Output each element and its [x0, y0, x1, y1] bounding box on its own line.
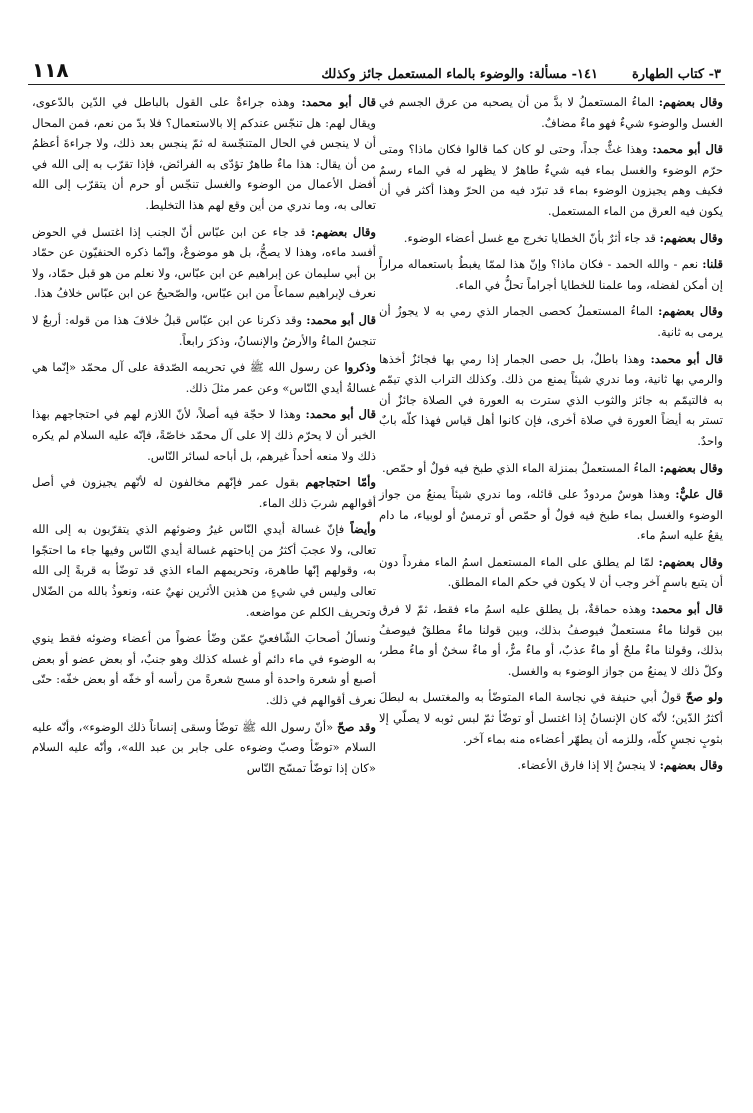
speaker-label: قال أبو محمد: [301, 95, 376, 109]
paragraph [32, 404, 376, 466]
page-header [32, 58, 721, 82]
paragraph [379, 301, 723, 342]
speaker-label: وأمّا احتجاجهم [305, 475, 376, 490]
speaker-label: قال عليٌّ: [675, 487, 723, 502]
speaker-label: ولو صحّ [685, 690, 723, 705]
paragraph-text: وهذه حماقةٌ، بل يطلق عليه اسمُ ماء فقط، ثمّ لا فرق بين قولنا ماءٌ مستعملٌ فيوصفُ بذلك، وبين قولنا ماءٌ مطلقٌ فيوصفُ بذلك، وقولنا ماءٌ ملحٌ أو ماءٌ عذبٌ، أو ماءٌ مرٌّ، أو ماءٌ سخنٌ أو ماءُ مطر، وكلّ ذلك لا يمنعُ من جواز الوضوء به والغسل. [379, 602, 723, 678]
paragraph-text: «أنّ رسول الله ﷺ توضّأ وسقى إنساناً ذلك الوضوء»، وأنّه عليه السلام «توضّأ وصبّ وضوءه على جابر بن عبد الله»، وأنّه عليه السلام «كان إذا توضّأ تمسّح النّاس [32, 719, 376, 775]
paragraph [32, 628, 376, 710]
paragraph [379, 254, 723, 295]
paragraph [379, 755, 723, 776]
paragraph-text: لا ينجسُ إلا إذا فارق الأعضاء. [517, 758, 660, 773]
paragraph-text: ونسألُ أصحابَ الشّافعيّ عمّن وضّأ عضواً من أعضاء وضوئه فقط ينوي به الوضوء في ماء دائم أو غسله كذلك وهو جنبٌ، أو بعض عضو أو بعض أصبع أو شعرة واحدة أو مسح شعرةً من رأسه أو خفّه أو بعض خفّه: حتّى نعرف أقوالهم في ذلك. [32, 631, 376, 708]
speaker-label: وقد صحّ [337, 719, 376, 734]
paragraph-text: نعم - والله الحمد - فكان ماذا؟ وإنّ هذا لممّا يغبطُ باستعماله مراراً إن أمكن لفضله، وما علمنا للخطايا أجراماً تحلُّ في الماء. [379, 257, 723, 292]
paragraph [32, 717, 376, 779]
right-column [379, 92, 723, 782]
paragraph-text: وهذا باطلٌ، بل حصى الجمار إذا رمي بها فجائزٌ أخذها والرمي بها ثانية، وما ندري شيئاً يمنع من ذلك. وكذلك التراب الذي تيمّم به فالتيمّم به جائز والثوب الذي سترت به العورة في الصلاة جائزٌ أن تستر به أيضاً العورة في صلاة أخرى، فإن كانوا أهل قياس فهذا كلّه بابٌ واحدٌ. [379, 351, 723, 448]
speaker-label: قال أبو محمد: [651, 602, 723, 617]
paragraph [379, 599, 723, 681]
paragraph-text: الماءُ المستعملُ بمنزلة الماء الذي طبخ فيه فولٌ أو حمّص. [382, 460, 660, 475]
speaker-label: وذكروا [344, 360, 376, 375]
paragraph-text: لمّا لم يطلق على الماء المستعمل اسمُ الماء مفرداً دون أن يتبع باسمٍ آخر وجب أن لا يكون في حكم الماء المطلق. [379, 554, 723, 590]
speaker-label: وقال بعضهم: [658, 304, 723, 319]
paragraph-text: فإنّ غسالة أيدي النّاس غيرُ وضوئهم الذي يتقرّبون به إلى الله تعالى، ولا عجبَ أكثرُ من إباحتهم غسالة أيدي النّاس وفيها جاء ما احتجّوا به، وقولهم إنّها طاهرة، وتحريمهم الماء الذي قد توضّأ به قربةً إلى الله تعالى وليس في شيءٍ من هذين الأثرين نهيٌ عنه، ونعوذُ بالله من الضّلال وتحريف الكلم عن مواضعه. [32, 522, 376, 619]
paragraph-text: وهذا لا حجّة فيه أصلاً، لأنّ اللازم لهم في احتجاجهم بهذا الخبر أن لا يحرّم ذلك إلا على آل محمّد خاصّةً، فإنّه عليه السلام لم يكره ذلك ولا منعه أحداً غيرهم، بل أباحه لسائر النّاس. [32, 407, 376, 463]
speaker-label: وقال بعضهم: [659, 758, 723, 773]
speaker-label: قال أبو محمد: [305, 407, 376, 422]
paragraph-text: الماءُ المستعملُ لا بدَّ من أن يصحبه من عرق الجسم في الغسل والوضوء شيءٌ فهو ماءٌ مضافٌ. [379, 95, 723, 130]
paragraph [379, 687, 723, 749]
left-column [32, 92, 376, 784]
speaker-label: قال أبو محمد: [306, 312, 376, 327]
paragraph-text: قد جاء عن ابن عبّاس أنّ الجنب إذا اغتسل في الحوض أفسد ماءه، وهذا لا يصحُّ، بل هو موضوعٌ، وإنّما ذكره الحنفيّون عن حمّاد بن أبي سليمان عن إبراهيم عن ابن عبّاس، ولا نعلم من هو قبل حمّاد، ولا نعرف لإبراهيم سماعاً من ابن عبّاس، والصّحيحُ عن ابن عبّاس خلافُ هذا. [32, 224, 376, 301]
speaker-label: وقال بعضهم: [658, 95, 723, 109]
speaker-label: وقال بعضهم: [311, 224, 376, 239]
paragraph [32, 519, 376, 622]
paragraph-text: وهذا غثٌّ جداً، وحتى لو كان كما قالوا فكان ماذا؟ ومتى حرّم الوضوء والغسل بماء فيه شيءٌ طاهرٌ لا يظهر له في الماء رسمٌ فكيف وهم يجيزون الوضوء بماء قد تبرّد فيه من الحرّ وهذا أكثر في أن يكون فيه العرق من الماء المستعمل. [379, 142, 723, 218]
paragraph-text: قولُ أبي حنيفة في نجاسة الماء المتوضّأ به والمغتسل به لبطلَ أكثرُ الدّين؛ لأنّه كان الإنسانُ إذا اغتسل أو توضّأ ثمّ لبس ثوبه لا يصلّي إلا بثوبٍ نجسٍ كلّه، وللزمه أن يطهّر أعضاءه منه بماء آخر. [379, 690, 723, 746]
speaker-label: وقال بعضهم: [658, 554, 723, 569]
paragraph-text: الماءُ المستعملُ كحصى الجمار الذي رمي به لا يجوزُ أن يرمى به ثانية. [379, 304, 723, 339]
paragraph [32, 92, 376, 216]
paragraph [32, 222, 376, 304]
paragraph [32, 310, 376, 351]
paragraph [379, 139, 723, 221]
paragraph [379, 349, 723, 452]
paragraph [32, 472, 376, 513]
header-rule [28, 84, 725, 85]
paragraph [379, 552, 723, 593]
paragraph [32, 357, 376, 398]
paragraph-text: بقول عمر فإنّهم مخالفون له لأنّهم يجيزون في أصل أقوالهم شربَ ذلك الماء. [32, 475, 376, 510]
paragraph [379, 484, 723, 546]
paragraph-text: عن رسول الله ﷺ في تحريمه الصّدقة على آل محمّد «إنّما هي غسالةُ أيدي النّاس» وعن عمر مثلَ ذلك. [32, 360, 376, 395]
chapter-title: ٣- كتاب الطهارة [631, 67, 721, 82]
paragraph-text: قد جاء أثرٌ بأنّ الخطايا تخرج مع غسل أعضاء الوضوء. [403, 230, 660, 245]
paragraph-text: وقد ذكرنا عن ابن عبّاس قبلُ خلافَ هذا من قوله: أربعٌ لا تنجسُ الماءُ والأرضُ والإنسانُ، وذكرَ رابعاً. [32, 312, 376, 348]
speaker-label: وأيضاً [350, 522, 376, 537]
speaker-label: قال أبو محمد: [652, 142, 723, 157]
paragraph [379, 228, 723, 249]
paragraph-text: وهذا هوسٌ مردودٌ على قائله، وما ندري شيئاً يمنعُ من جواز الوضوء والغسل بماء طبخ فيه فولٌ أو حمّص أو ترمسٌ أو لوبياء، ما دام يقعُ عليه اسمُ ماء. [379, 487, 723, 543]
speaker-label: وقال بعضهم: [659, 230, 723, 245]
paragraph [379, 458, 723, 479]
speaker-label: قال أبو محمد: [650, 351, 724, 366]
page-number: ١١٨ [32, 58, 69, 82]
paragraph-text: وهذه جراءةٌ على القول بالباطل في الدّين بالدّعوى، ويقال لهم: هل تنجّس عندكم إلا بالاستعمال؟ فلا بدّ من نعم، فمن المحال أن لا ينجس في الحال المتنجّسة له ثمّ ينجس بعد ذلك، ولا جراءةَ أعظمُ من أن يقال: هذا ماءٌ طاهرٌ تؤدّى به الفرائض، فإذا تقرّب به إلى الله في أفضل الأعمال من الوضوء والغسل تنجّس أو حرم أن يتقرّب إلى الله تعالى به، وما ندري من أين وقع لهم هذا التخليط. [32, 95, 376, 212]
speaker-label: وقال بعضهم: [659, 460, 723, 475]
speaker-label: قلنا: [702, 257, 723, 272]
section-title: ١٤١- مسألة: والوضوء بالماء المستعمل جائز وكذلك [321, 67, 598, 82]
paragraph [379, 92, 723, 133]
